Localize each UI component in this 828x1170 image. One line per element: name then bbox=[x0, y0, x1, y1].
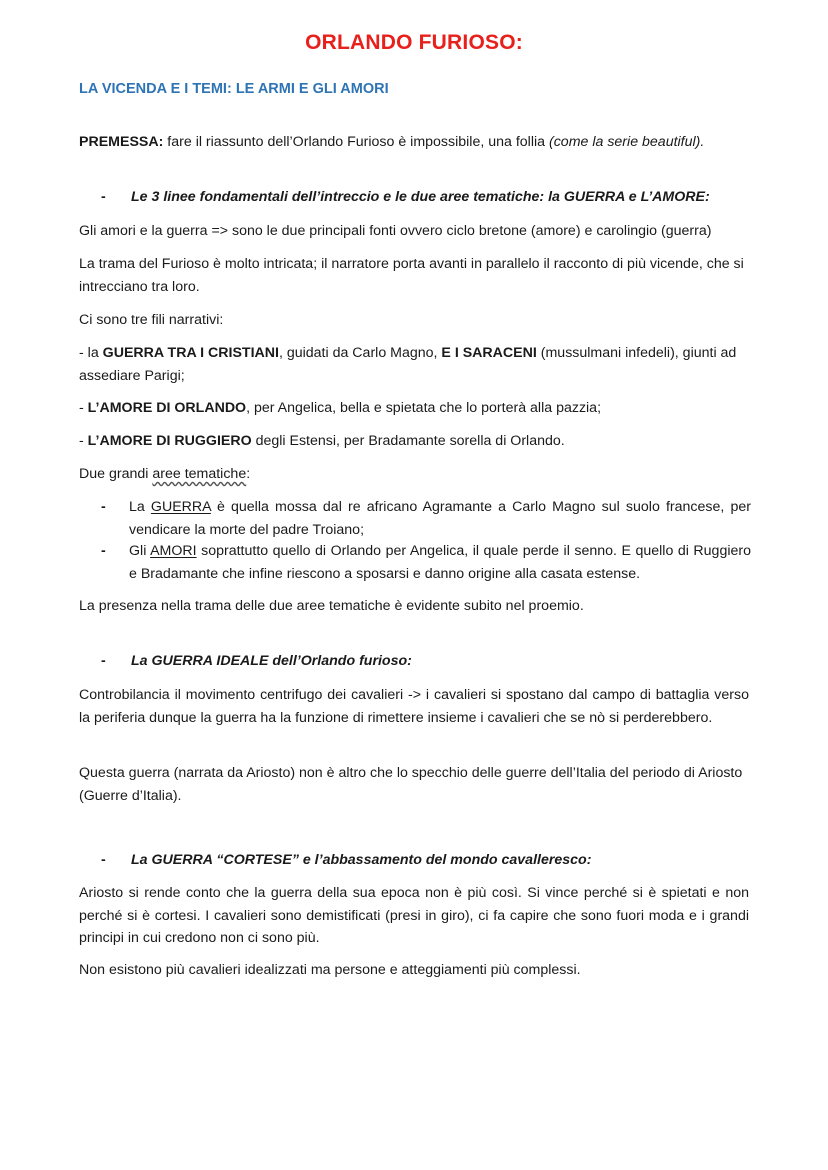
thread1-mid: , guidati da Carlo Magno, bbox=[278, 345, 442, 361]
section3-heading-text: La GUERRA “CORTESE” e l’abbassamento del mondo cavalleresco: bbox=[131, 852, 592, 868]
bullet-amori-underlined: AMORI bbox=[150, 543, 197, 559]
thread3-prefix: - bbox=[79, 433, 88, 449]
section2-paragraph-1: Controbilancia il movimento centrifugo dei cavalieri -> i cavalieri si spostano dal campo di battaglia verso la periferia dunque la guerra ha la funzione di rimettere insieme i cavalieri che se nò si perderebbero. bbox=[79, 687, 749, 726]
section1-paragraph-3: Ci sono tre fili narrativi: bbox=[79, 312, 224, 328]
section2-paragraph-2: Questa guerra (narrata da Ariosto) non è altro che lo specchio delle guerre dell’Italia del periodo di Ariosto (Guerre d’Italia). bbox=[79, 765, 743, 804]
section1-paragraph-2: La trama del Furioso è molto intricata; il narratore porta avanti in parallelo il racconto di più vicende, che si intrecciano tra loro. bbox=[79, 256, 744, 295]
section3-heading bbox=[101, 849, 761, 871]
bullet-guerra-underlined: GUERRA bbox=[150, 499, 211, 515]
document-title: ORLANDO FURIOSO: bbox=[305, 31, 523, 54]
narrative-thread-2 bbox=[79, 397, 749, 420]
thread1-prefix: - la bbox=[79, 345, 103, 361]
thread2-bold: L’AMORE DI ORLANDO bbox=[87, 400, 247, 416]
section1-heading bbox=[101, 186, 761, 208]
section2-heading bbox=[101, 650, 761, 672]
premessa-label: PREMESSA: bbox=[79, 134, 164, 150]
thread1-suffix: (mussulmani infedeli), giunti ad assediare Parigi; bbox=[79, 345, 737, 384]
thematic-areas-intro bbox=[79, 463, 749, 486]
section1-paragraph-1: Gli amori e la guerra => sono le due principali fonti ovvero ciclo bretone (amore) e carolingio (guerra) bbox=[79, 223, 712, 239]
areas-spellcheck-word: aree tematiche bbox=[152, 466, 247, 482]
thread1-bold-2: E I SARACENI bbox=[441, 345, 537, 361]
bullet-guerra-suffix: è quella mossa dal re africano Agramante a Carlo Magno sul suolo francese, per vendicare la morte del padre Troiano; bbox=[129, 499, 751, 538]
thread2-prefix: - bbox=[79, 400, 88, 416]
thread1-bold-1: GUERRA TRA I CRISTIANI bbox=[102, 345, 279, 361]
areas-prefix: Due grandi bbox=[79, 466, 153, 482]
section3-paragraph-1: Ariosto si rende conto che la guerra della sua epoca non è più così. Si vince perché si è spietati e non perché si è cortesi. I cavalieri sono demistificati (presi in giro), ci fa capire che sono fuori moda e i grandi principi in cui credono non ci sono più. bbox=[79, 885, 749, 946]
bullet-amori-text bbox=[129, 540, 751, 585]
section1-paragraph-4: La presenza nella trama delle due aree tematiche è evidente subito nel proemio. bbox=[79, 598, 584, 614]
bullet-guerra-text bbox=[129, 496, 751, 541]
thread3-suffix: degli Estensi, per Bradamante sorella di Orlando. bbox=[251, 433, 565, 449]
premessa-text: fare il riassunto dell’Orlando Furioso è impossibile, una follia bbox=[163, 134, 549, 150]
bullet-amori-suffix: soprattutto quello di Orlando per Angelica, il quale perde il senno. E quello di Ruggiero e Bradamante che infine riescono a sposarsi e danno origine alla casata estense. bbox=[129, 543, 751, 582]
document-subtitle: LA VICENDA E I TEMI: LE ARMI E GLI AMORI bbox=[79, 81, 389, 97]
heading-dash: - bbox=[101, 653, 106, 669]
bullet-dash: - bbox=[101, 543, 106, 559]
bullet-amori bbox=[101, 540, 751, 585]
bullet-amori-prefix: Gli bbox=[129, 543, 151, 559]
bullet-dash: - bbox=[101, 499, 106, 515]
premessa-paragraph bbox=[79, 131, 749, 154]
section2-heading-text: La GUERRA IDEALE dell’Orlando furioso: bbox=[131, 653, 412, 669]
areas-suffix: : bbox=[246, 466, 251, 482]
thread2-suffix: , per Angelica, bella e spietata che lo porterà alla pazzia; bbox=[246, 400, 602, 416]
section3-paragraph-2: Non esistono più cavalieri idealizzati ma persone e atteggiamenti più complessi. bbox=[79, 962, 581, 978]
premessa-aside: (come la serie beautiful). bbox=[548, 134, 705, 150]
bullet-guerra bbox=[101, 496, 751, 541]
narrative-thread-3 bbox=[79, 430, 749, 453]
section1-heading-text: Le 3 linee fondamentali dell’intreccio e le due aree tematiche: la GUERRA e L’AMORE: bbox=[131, 189, 710, 205]
heading-dash: - bbox=[101, 852, 106, 868]
bullet-guerra-prefix: La bbox=[129, 499, 151, 515]
thread3-bold: L’AMORE DI RUGGIERO bbox=[87, 433, 252, 449]
heading-dash: - bbox=[101, 189, 106, 205]
narrative-thread-1 bbox=[79, 342, 749, 387]
